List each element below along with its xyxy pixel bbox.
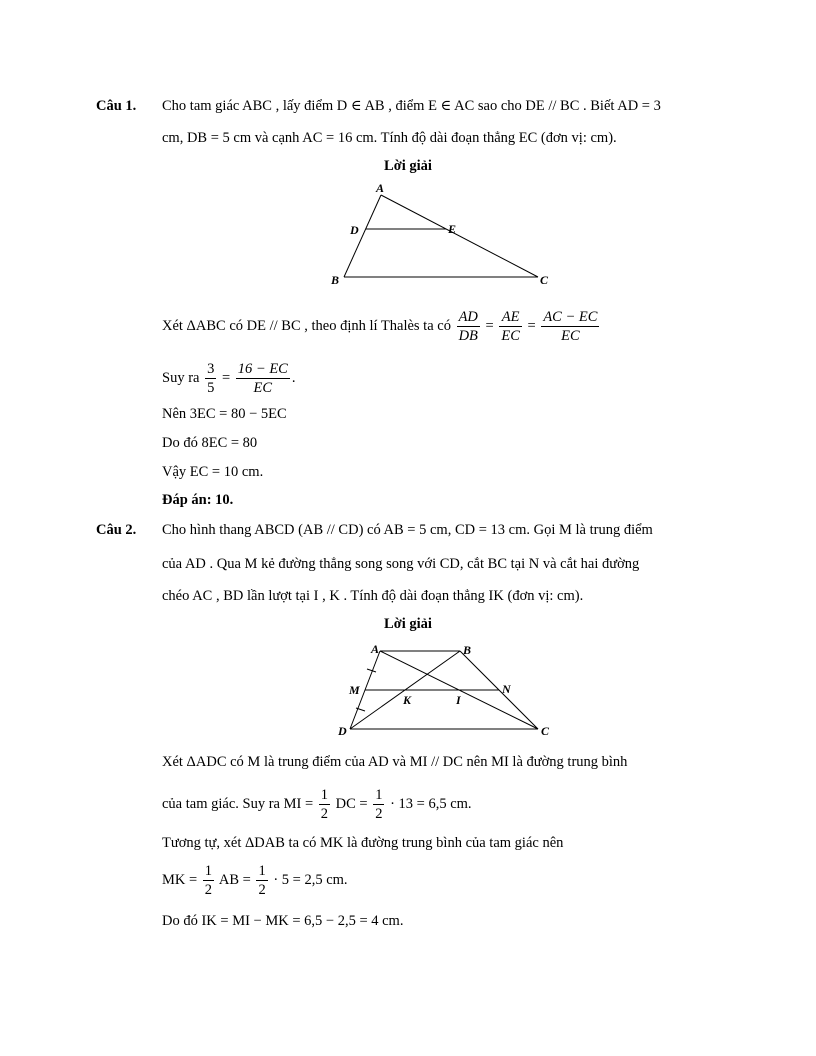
q1-step2-frac1: $\frac{3}{5}$ xyxy=(207,361,215,397)
q1-answer: Đáp án: 10. xyxy=(162,492,234,508)
q2-label-n: N xyxy=(502,682,511,696)
q1-step2-frac2: $\frac{16 - EC}{EC}$ xyxy=(237,361,288,397)
q2-label-m: M xyxy=(349,683,360,697)
q2-step4: MK = $\frac{1}{2}$ AB = $\frac{1}{2}$ · 5 = 2,5 cm. xyxy=(162,863,348,899)
q2-step4-frac2: $\frac{1}{2}$ xyxy=(258,863,266,899)
q1-label-c: C xyxy=(540,273,549,287)
q1-step2: Suy ra $\frac{3}{5}$ = $\frac{16 - EC}{EC}$ . xyxy=(162,361,296,397)
q2-label: Câu 2. xyxy=(96,522,137,538)
q1-label-e: E xyxy=(448,222,457,236)
q2-line1: Cho hình thang ABCD (AB // CD) có AB = 5 cm, CD = 13 cm. Gọi M là trung điểm xyxy=(162,522,653,538)
q2-step2: của tam giác. Suy ra MI = $\frac{1}{2}$ DC = $\frac{1}{2}$ · 13 = 6,5 cm. xyxy=(162,787,472,823)
q2-label-d: D xyxy=(338,724,347,738)
q1-step1-frac2: $\frac{AE}{EC}$ xyxy=(501,309,520,345)
q2-step2-frac1: $\frac{1}{2}$ xyxy=(320,787,328,823)
q1-step1-text: Xét ΔABC có DE // BC , theo định lí Thalès ta có xyxy=(162,318,451,334)
q2-step5: Do đó IK = MI − MK = 6,5 − 2,5 = 4 cm. xyxy=(162,913,404,929)
q1-step3: Nên 3EC = 80 − 5EC xyxy=(162,406,287,422)
q2-label-k: K xyxy=(403,693,412,707)
q2-label-c: C xyxy=(541,724,550,738)
q2-solution-title: Lời giải xyxy=(384,616,432,632)
q1-step1-frac1: $\frac{AD}{DB}$ xyxy=(458,309,478,345)
q2-label-a: A xyxy=(371,642,380,656)
q1-label-b: B xyxy=(331,273,340,287)
q2-step1: Xét ΔADC có M là trung điểm của AD và MI // DC nên MI là đường trung bình xyxy=(162,754,628,770)
q2-step4-frac1: $\frac{1}{2}$ xyxy=(204,863,213,899)
q1-line2: cm, DB = 5 cm và cạnh AC = 16 cm. Tính độ dài đoạn thẳng EC (đơn vị: cm). xyxy=(162,130,617,146)
q1-label-a: A xyxy=(376,181,385,195)
q2-label-i: I xyxy=(456,693,461,707)
q1-line1: Cho tam giác ABC , lấy điểm D ∈ AB , điểm E ∈ AC sao cho DE // BC . Biết AD = 3 xyxy=(162,98,661,114)
q1-label-d: D xyxy=(350,223,359,237)
q1-solution-title: Lời giải xyxy=(384,158,432,174)
q2-trapezoid-figure xyxy=(330,640,560,740)
q1-label: Câu 1. xyxy=(96,98,137,114)
q1-triangle-figure xyxy=(330,180,560,290)
q2-line3: chéo AC , BD lần lượt tại I , K . Tính độ dài đoạn thẳng IK (đơn vị: cm). xyxy=(162,588,584,604)
q1-step1-frac3: $\frac{AC - EC}{EC}$ xyxy=(543,309,598,345)
q1-step1: Xét ΔABC có DE // BC , theo định lí Thalès ta có $\frac{AD}{DB}$ = $\frac{AE}{EC}$ = $\frac{AC - EC}{EC}$ xyxy=(162,309,598,345)
q2-step2-frac2: $\frac{1}{2}$ xyxy=(375,787,383,823)
q2-line2: của AD . Qua M kẻ đường thẳng song song với CD, cắt BC tại N và cắt hai đường xyxy=(162,556,640,572)
q1-step5: Vậy EC = 10 cm. xyxy=(162,464,264,480)
q1-step4: Do đó 8EC = 80 xyxy=(162,435,258,451)
q2-step3: Tương tự, xét ΔDAB ta có MK là đường trung bình của tam giác nên xyxy=(162,835,564,851)
q2-label-b: B xyxy=(463,643,472,657)
